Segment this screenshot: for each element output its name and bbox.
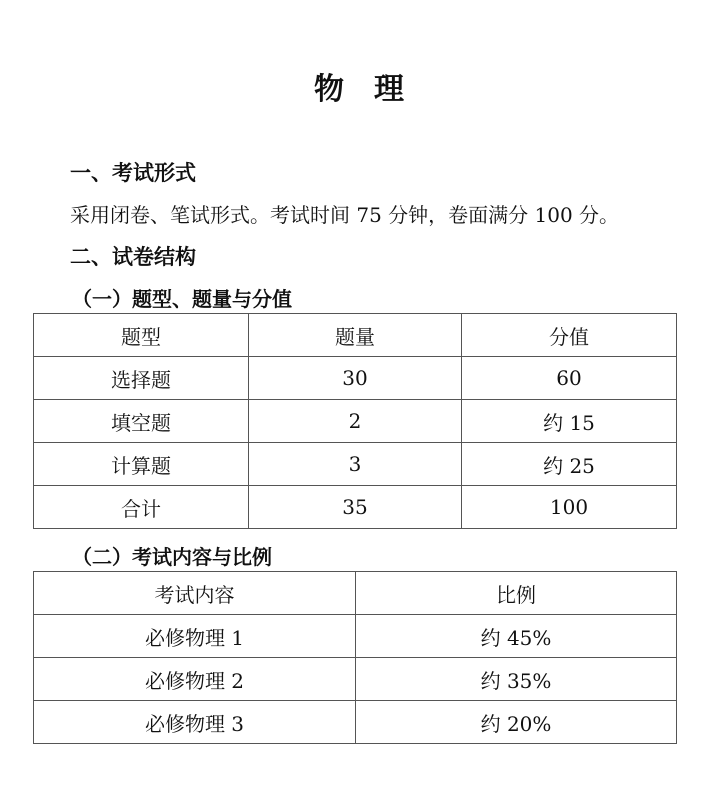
- table-cell: 约 35%: [356, 658, 677, 701]
- header-cell: 题量: [249, 314, 462, 357]
- table-row: [34, 615, 677, 658]
- table-cell: 3: [249, 443, 462, 486]
- table-row: [34, 701, 677, 744]
- section-heading-paper-structure: 二、试卷结构: [70, 245, 196, 269]
- question-types-table: [33, 313, 677, 529]
- header-cell: 比例: [356, 572, 677, 615]
- table-cell: 必修物理 3: [34, 701, 356, 744]
- table-cell: 30: [249, 357, 462, 400]
- subsection-heading-question-types: （一）题型、题量与分值: [72, 287, 292, 311]
- table-row-total: [34, 486, 677, 529]
- table-cell: 合计: [34, 486, 249, 529]
- table-header-row: [34, 314, 677, 357]
- table-cell: 必修物理 1: [34, 615, 356, 658]
- table-cell: 60: [462, 357, 677, 400]
- header-cell: 分值: [462, 314, 677, 357]
- exam-format-text: 采用闭卷、笔试形式。考试时间 75 分钟，卷面满分 100 分。: [70, 203, 620, 227]
- table-cell: 选择题: [34, 357, 249, 400]
- table-cell: 约 45%: [356, 615, 677, 658]
- header-cell: 考试内容: [34, 572, 356, 615]
- section-heading-exam-format: 一、考试形式: [70, 161, 196, 185]
- table-header-row: [34, 572, 677, 615]
- table-cell: 约 25: [462, 443, 677, 486]
- table-cell: 100: [462, 486, 677, 529]
- table-cell: 必修物理 2: [34, 658, 356, 701]
- table-cell: 计算题: [34, 443, 249, 486]
- table-row: [34, 443, 677, 486]
- table-cell: 约 15: [462, 400, 677, 443]
- header-cell: 题型: [34, 314, 249, 357]
- subsection-heading-content-ratio: （二）考试内容与比例: [72, 545, 272, 569]
- table-cell: 约 20%: [356, 701, 677, 744]
- table-row: [34, 400, 677, 443]
- table-row: [34, 658, 677, 701]
- table-row: [34, 357, 677, 400]
- table-cell: 35: [249, 486, 462, 529]
- table-cell: 2: [249, 400, 462, 443]
- content-ratio-table: [33, 571, 677, 744]
- table-cell: 填空题: [34, 400, 249, 443]
- page-title: 物理: [314, 72, 434, 107]
